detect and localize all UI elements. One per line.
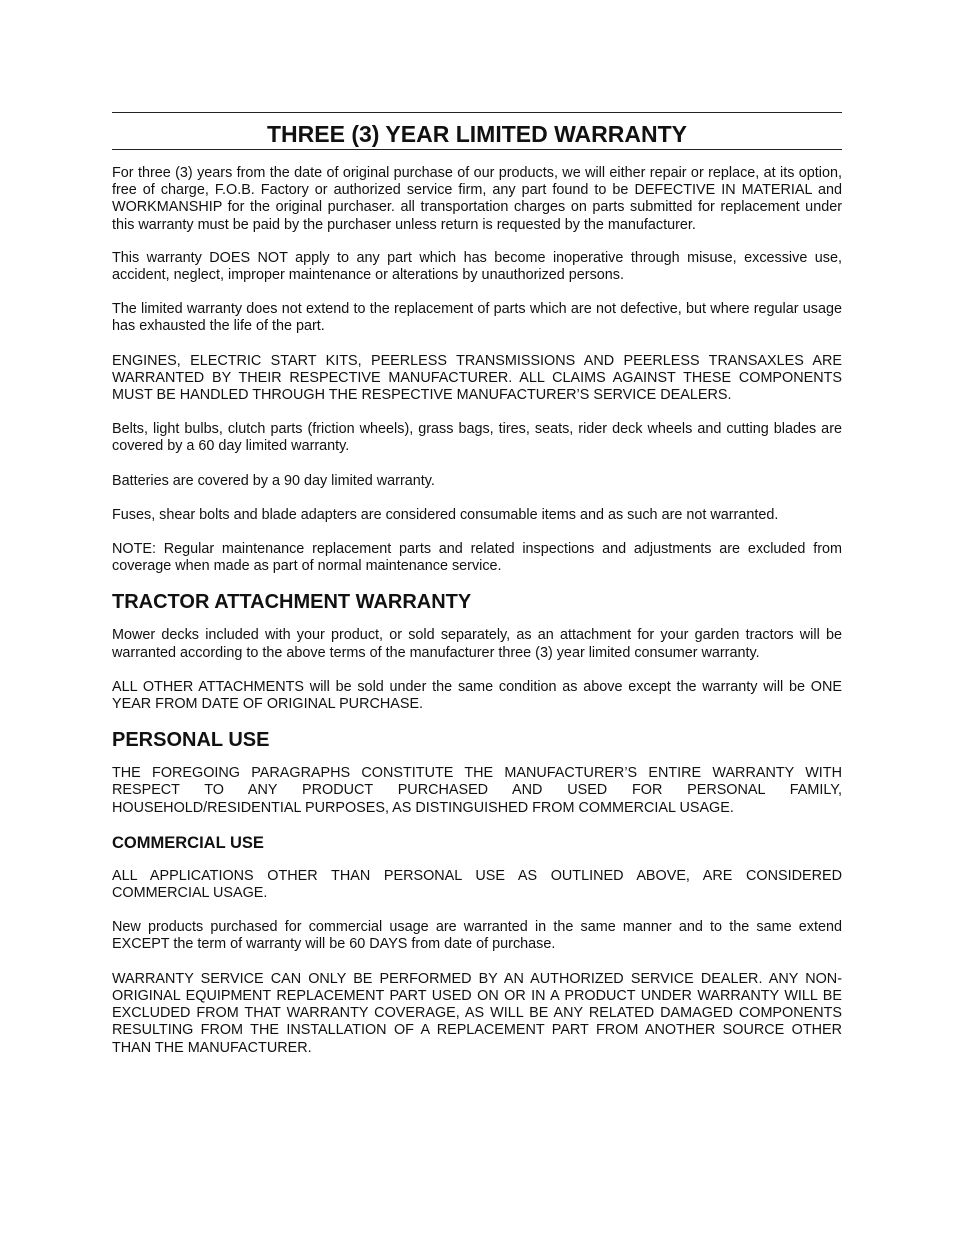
warranty-paragraph: Fuses, shear bolts and blade adapters are considered consumable items and as such are not warranted. bbox=[112, 506, 779, 523]
warranty-paragraph: Batteries are covered by a 90 day limited warranty. bbox=[112, 472, 435, 489]
warranty-paragraph: ENGINES, ELECTRIC START KITS, PEERLESS TRANSMISSIONS AND PEERLESS TRANSAXLES ARE WARRANTED BY THEIR RESPECTIVE MANUFACTURER. ALL CLAIMS AGAINST THESE COMPONENTS MUST BE HANDLED THROUGH THE RESPECTIVE MANUFACTURER’S SERVICE DEALERS. bbox=[112, 352, 842, 404]
commercial-use-paragraph: New products purchased for commercial usage are warranted in the same manner and to the same extend EXCEPT the term of warranty will be 60 DAYS from date of purchase. bbox=[112, 919, 842, 953]
top-rule bbox=[112, 112, 842, 113]
warranty-paragraph: Belts, light bulbs, clutch parts (friction wheels), grass bags, tires, seats, rider deck wheels and cutting blades are covered by a 60 day limited warranty. bbox=[112, 421, 842, 455]
warranty-page bbox=[112, 112, 842, 1057]
warranty-paragraph: This warranty DOES NOT apply to any part which has become inoperative through misuse, excessive use, accident, neglect, improper maintenance or alterations by unauthorized persons. bbox=[112, 249, 842, 284]
personal-use-paragraph: THE FOREGOING PARAGRAPHS CONSTITUTE THE MANUFACTURER’S ENTIRE WARRANTY WITH RESPECT TO ANY PRODUCT PURCHASED AND USED FOR PERSONAL FAMILY, HOUSEHOLD/RESIDENTIAL PURPOSES, AS DISTINGUISHED FROM COMMERCIAL USAGE. bbox=[112, 765, 842, 816]
personal-use-heading: PERSONAL USE bbox=[112, 729, 270, 752]
warranty-paragraph: The limited warranty does not extend to the replacement of parts which are not defective, but where regular usage has exhausted the life of the part. bbox=[112, 301, 842, 335]
tractor-attachment-paragraph: ALL OTHER ATTACHMENTS will be sold under the same condition as above except the warranty will be ONE YEAR FROM DATE OF ORIGINAL PURCHASE. bbox=[112, 678, 842, 713]
tractor-attachment-heading: TRACTOR ATTACHMENT WARRANTY bbox=[112, 591, 472, 614]
page-title: THREE (3) YEAR LIMITED WARRANTY bbox=[267, 121, 687, 147]
warranty-paragraph: NOTE: Regular maintenance replacement parts and related inspections and adjustments are excluded from coverage when made as part of normal maintenance service. bbox=[112, 541, 842, 575]
commercial-use-paragraph: ALL APPLICATIONS OTHER THAN PERSONAL USE AS OUTLINED ABOVE, ARE CONSIDERED COMMERCIAL USAGE. bbox=[112, 867, 842, 902]
title-underline bbox=[112, 149, 842, 150]
warranty-paragraph: For three (3) years from the date of original purchase of our products, we will either repair or replace, at its option, free of charge, F.O.B. Factory or authorized service firm, any part found to be DEFECTIVE IN MATERIAL and WORKMANSHIP for the original purchaser. all transportation charges on parts submitted for replacement under this warranty must be paid by the purchaser unless return is requested by the manufacturer. bbox=[112, 165, 842, 233]
tractor-attachment-paragraph: Mower decks included with your product, or sold separately, as an attachment for your garden tractors will be warranted according to the above terms of the manufacturer three (3) year limited consumer warranty. bbox=[112, 627, 842, 661]
commercial-use-heading: COMMERCIAL USE bbox=[112, 833, 264, 852]
commercial-use-paragraph: WARRANTY SERVICE CAN ONLY BE PERFORMED BY AN AUTHORIZED SERVICE DEALER. ANY NON-ORIGINAL EQUIPMENT REPLACEMENT PART USED ON OR IN A PRODUCT UNDER WARRANTY WILL BE EXCLUDED FROM THAT WARRANTY COVERAGE, AS WILL BE ANY RELATED DAMAGED COMPONENTS RESULTING FROM THE INSTALLATION OF A REPLACEMENT PART FROM ANOTHER SOURCE OTHER THAN THE MANUFACTURER. bbox=[112, 970, 842, 1056]
